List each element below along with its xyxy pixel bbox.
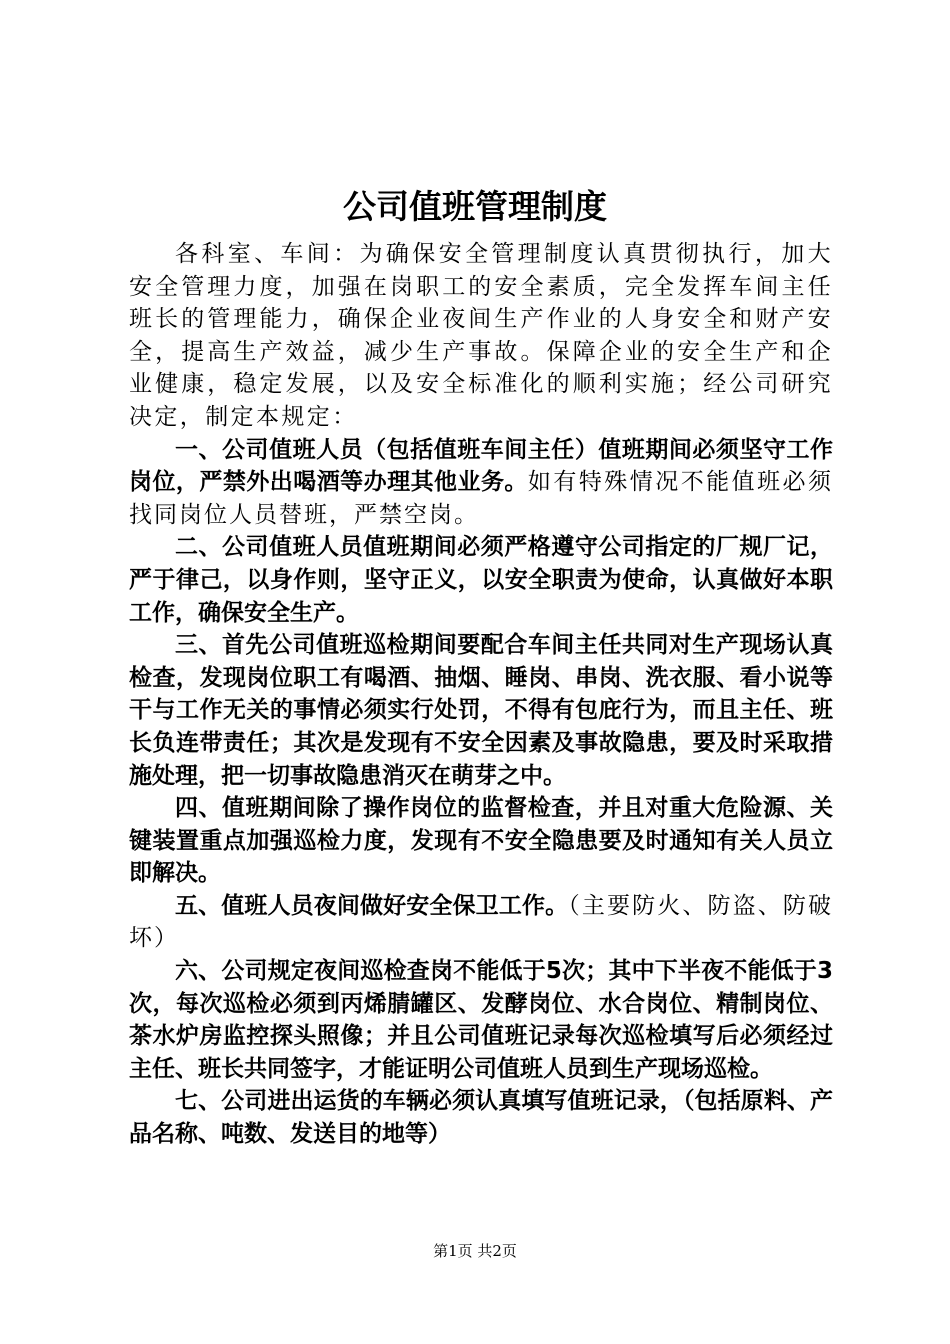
rule-1-paragraph [129, 434, 833, 532]
rule-2-paragraph [129, 531, 833, 629]
rule-7-paragraph [129, 1085, 833, 1150]
document-title: 公司值班管理制度 [343, 187, 607, 226]
document-body [129, 238, 833, 1151]
rule-7-bold-text: 七、公司进出运货的车辆必须认真填写值班记录，（包括原料、产品名称、吨数、发送目的地等） [129, 1088, 833, 1148]
rule-6-paragraph [129, 955, 833, 1085]
rule-1-bold-text: 一、公司值班人员（包括值班车间主任）值班期间必须坚守工作岗位，严禁外出喝酒等办理其他业务。 [129, 436, 833, 496]
page-footer: 第1页 共2页 [433, 1242, 517, 1260]
rule-3-paragraph [129, 629, 833, 792]
rule-5-bold-text: 五、值班人员夜间做好安全保卫工作。 [175, 892, 569, 919]
rule-3-bold-text: 三、首先公司值班巡检期间要配合车间主任共同对生产现场认真检查，发现岗位职工有喝酒、抽烟、睡岗、串岗、洗衣服、看小说等干与工作无关的事情必须实行处罚，不得有包庇行为，而且主任、班长负连带责任；其次是发现有不安全因素及事故隐患，要及时采取措施处理，把一切事故隐患消灭在萌芽之中。 [129, 632, 833, 789]
intro-paragraph: 各科室、车间：为确保安全管理制度认真贯彻执行，加大安全管理力度，加强在岗职工的安全素质，完全发挥车间主任班长的管理能力，确保企业夜间生产作业的人身安全和财产安全，提高生产效益，减少生产事故。保障企业的安全生产和企业健康，稳定发展，以及安全标准化的顺利实施；经公司研究决定，制定本规定： [129, 241, 833, 430]
rule-5-normal-text: （主要防火、防盗、防破坏） [129, 892, 834, 952]
rule-4-paragraph [129, 792, 833, 890]
rule-6-bold-text: 六、公司规定夜间巡检查岗不能低于5次；其中下半夜不能低于3次，每次巡检必须到丙烯腈罐区、发酵岗位、水合岗位、精制岗位、茶水炉房监控探头照像；并且公司值班记录每次巡检填写后必须经过主任、班长共同签字，才能证明公司值班人员到生产现场巡检。 [129, 958, 833, 1082]
rule-2-bold-text: 二、公司值班人员值班期间必须严格遵守公司指定的厂规厂记，严于律己，以身作则，坚守正义，以安全职责为使命，认真做好本职工作，确保安全生产。 [129, 534, 833, 626]
rule-1-normal-text: 如有特殊情况不能值班必须找同岗位人员替班，严禁空岗。 [129, 469, 834, 528]
rule-4-bold-text: 四、值班期间除了操作岗位的监督检查，并且对重大危险源、关键装置重点加强巡检力度，发现有不安全隐患要及时通知有关人员立即解决。 [129, 795, 833, 887]
rule-5-paragraph [129, 890, 833, 955]
